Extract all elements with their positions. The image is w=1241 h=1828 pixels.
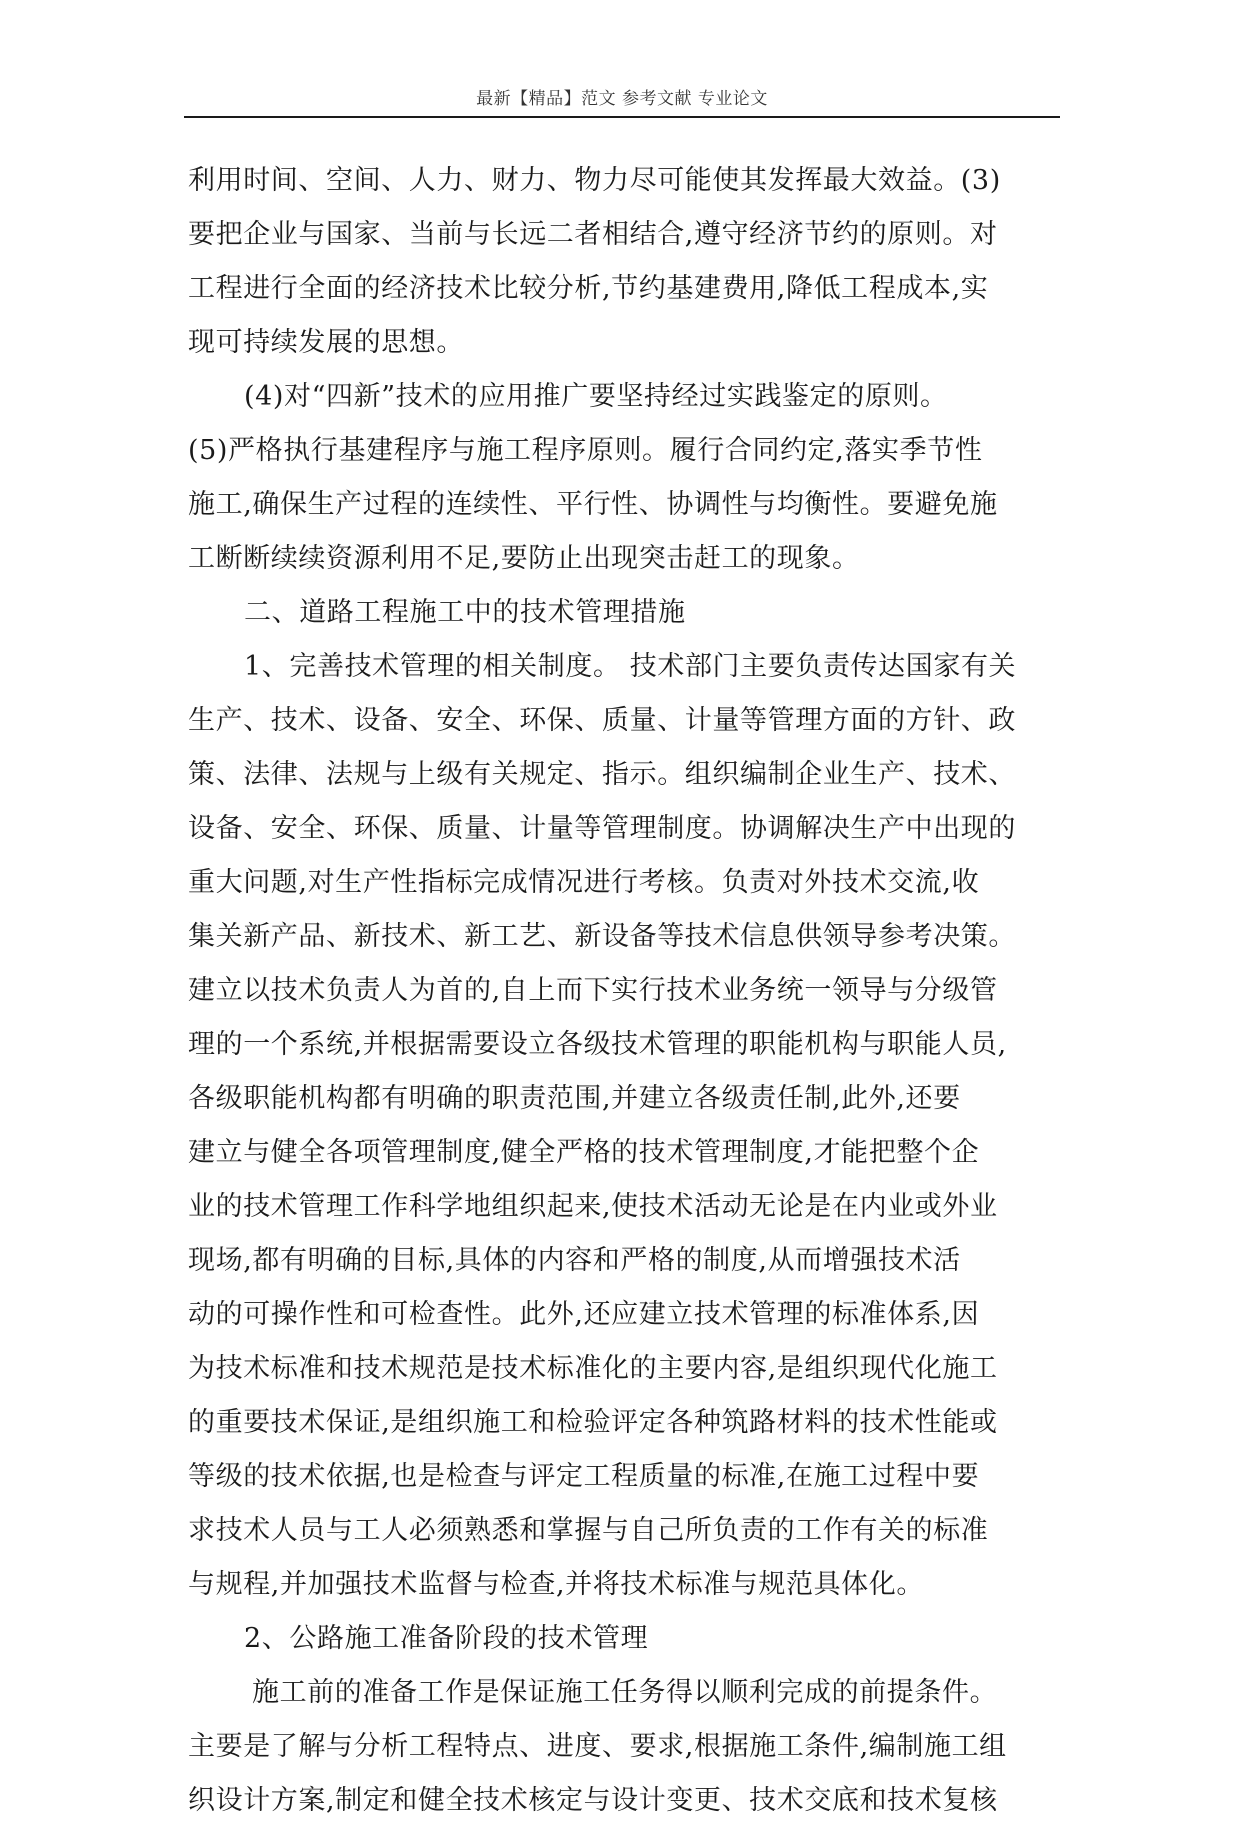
text-line: 要把企业与国家、当前与长远二者相结合,遵守经济节约的原则。对 (188, 219, 998, 250)
document-body (188, 154, 1068, 1828)
text-line: 重大问题,对生产性指标完成情况进行考核。负责对外技术交流,收 (188, 867, 980, 898)
text-line: 施工前的准备工作是保证施工任务得以顺利完成的前提条件。 (252, 1677, 998, 1708)
text-line: 与规程,并加强技术监督与检查,并将技术标准与规范具体化。 (188, 1569, 924, 1600)
text-line: 现可持续发展的思想。 (188, 327, 464, 358)
text-line: 二、道路工程施工中的技术管理措施 (244, 597, 686, 628)
text-line: 现场,都有明确的目标,具体的内容和严格的制度,从而增强技术活 (188, 1245, 961, 1276)
text-line: 各级职能机构都有明确的职责范围,并建立各级责任制,此外,还要 (188, 1083, 961, 1114)
header-divider (184, 116, 1060, 118)
text-line: (4)对“四新”技术的应用推广要坚持经过实践鉴定的原则。 (244, 381, 948, 412)
text-line: 的重要技术保证,是组织施工和检验评定各种筑路材料的技术性能或 (188, 1407, 998, 1438)
text-line: 织设计方案,制定和健全技术核定与设计变更、技术交底和技术复核 (188, 1785, 998, 1816)
text-line: (5)严格执行基建程序与施工程序原则。履行合同约定,落实季节性 (188, 435, 983, 466)
text-line: 为技术标准和技术规范是技术标准化的主要内容,是组织现代化施工 (188, 1353, 998, 1384)
text-line: 等级的技术依据,也是检查与评定工程质量的标准,在施工过程中要 (188, 1461, 980, 1492)
text-line: 利用时间、空间、人力、财力、物力尽可能使其发挥最大效益。(3) (188, 165, 1001, 196)
text-line: 2、公路施工准备阶段的技术管理 (244, 1623, 649, 1654)
text-line: 工程进行全面的经济技术比较分析,节约基建费用,降低工程成本,实 (188, 273, 989, 304)
text-line: 建立与健全各项管理制度,健全严格的技术管理制度,才能把整个企 (188, 1137, 980, 1168)
text-line: 主要是了解与分析工程特点、进度、要求,根据施工条件,编制施工组 (188, 1731, 1007, 1762)
text-line: 设备、安全、环保、质量、计量等管理制度。协调解决生产中出现的 (188, 813, 1016, 844)
text-line: 生产、技术、设备、安全、环保、质量、计量等管理方面的方针、政 (188, 705, 1016, 736)
text-line: 工断断续续资源利用不足,要防止出现突击赶工的现象。 (188, 543, 860, 574)
text-line: 建立以技术负责人为首的,自上而下实行技术业务统一领导与分级管 (188, 975, 998, 1006)
text-line: 1、完善技术管理的相关制度。 技术部门主要负责传达国家有关 (244, 651, 1017, 682)
text-line: 理的一个系统,并根据需要设立各级技术管理的职能机构与职能人员, (188, 1029, 1007, 1060)
text-line: 求技术人员与工人必须熟悉和掌握与自己所负责的工作有关的标准 (188, 1515, 989, 1546)
text-line: 集关新产品、新技术、新工艺、新设备等技术信息供领导参考决策。 (188, 921, 1016, 952)
text-line: 策、法律、法规与上级有关规定、指示。组织编制企业生产、技术、 (188, 759, 1016, 790)
page-header: 最新【精品】范文 参考文献 专业论文 (476, 89, 768, 109)
text-line: 业的技术管理工作科学地组织起来,使技术活动无论是在内业或外业 (188, 1191, 998, 1222)
text-line: 动的可操作性和可检查性。此外,还应建立技术管理的标准体系,因 (188, 1299, 980, 1330)
text-line: 施工,确保生产过程的连续性、平行性、协调性与均衡性。要避免施 (188, 489, 998, 520)
